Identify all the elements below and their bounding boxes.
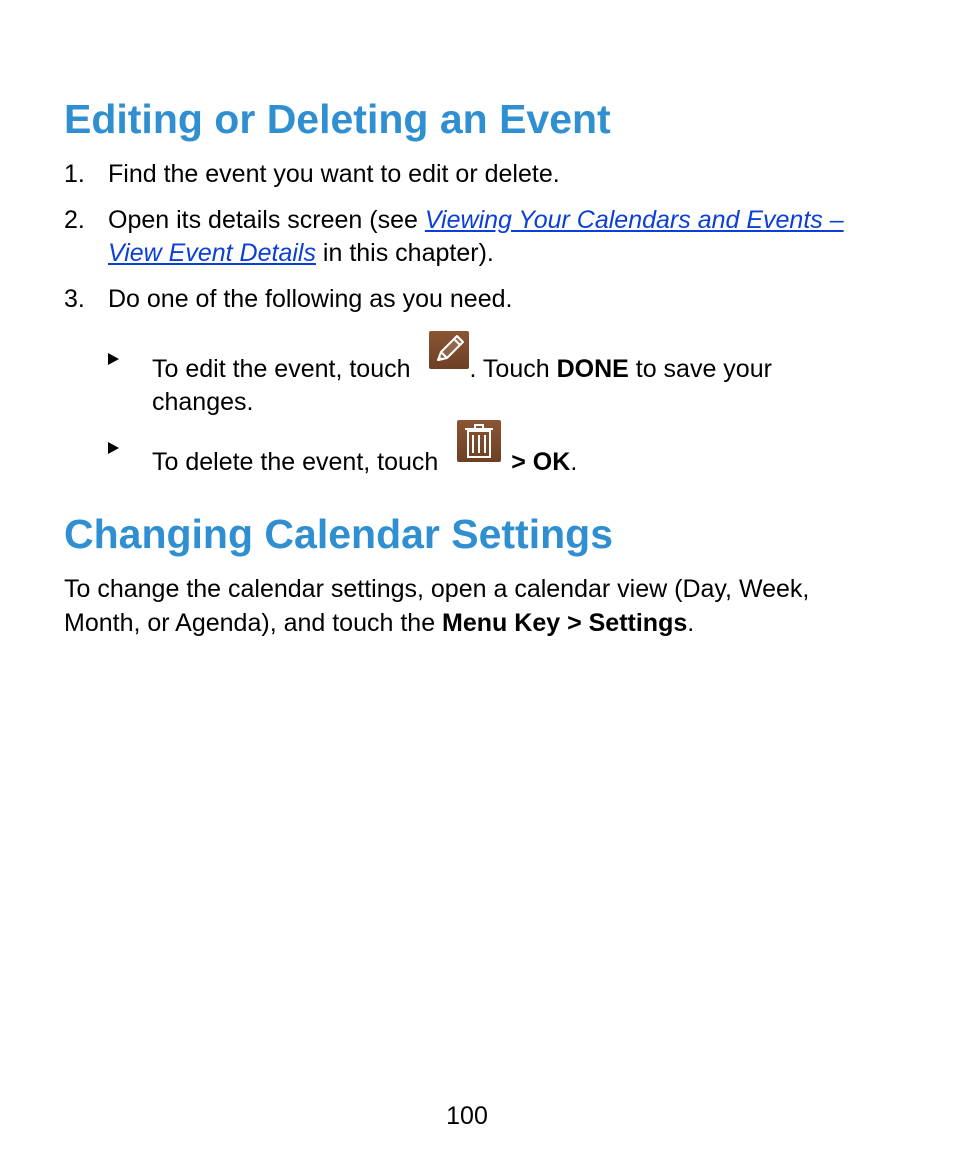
settings-text-after: .: [687, 609, 695, 637]
bullet-text-after: to save your changes.: [152, 355, 772, 416]
bullet-marker-icon: [108, 442, 119, 454]
ok-label: > OK: [511, 448, 571, 476]
bullet-edit-event: [108, 343, 868, 419]
done-label: DONE: [556, 355, 629, 383]
step-2: [64, 204, 884, 270]
menu-key-settings-label: Menu Key > Settings: [442, 609, 688, 637]
step-number: 2.: [64, 206, 85, 234]
step-number: 3.: [64, 285, 85, 313]
bullet-text: [152, 343, 868, 419]
step-text-before: Open its details screen (see: [108, 206, 425, 234]
trash-icon: [457, 420, 501, 462]
bullet-text-before: To delete the event, touch: [152, 448, 446, 476]
pencil-icon: [429, 331, 469, 369]
heading-changing-calendar-settings: Changing Calendar Settings: [64, 511, 613, 557]
step-text: [108, 204, 884, 270]
step-3: [64, 283, 884, 316]
bullet-text-after: .: [570, 448, 578, 476]
step-text: Do one of the following as you need.: [108, 285, 513, 313]
bullet-text-before: To edit the event, touch: [152, 355, 418, 383]
page-number: 100: [446, 1102, 488, 1130]
heading-editing-deleting-event: Editing or Deleting an Event: [64, 96, 611, 142]
bullet-marker-icon: [108, 353, 119, 365]
step-text-after: in this chapter).: [315, 239, 494, 267]
step-1: [64, 158, 884, 191]
bullet-text-middle: . Touch: [469, 355, 557, 383]
step-number: 1.: [64, 160, 85, 188]
step-text: Find the event you want to edit or delete.: [108, 160, 560, 188]
bullet-text: [152, 432, 868, 479]
bullet-delete-event: [108, 432, 868, 479]
settings-paragraph: [64, 572, 864, 640]
view-event-details-link[interactable]: Viewing Your Calendars and Events – View Event Details: [108, 206, 844, 267]
settings-text-before: To change the calendar settings, open a calendar view (Day, Week, Month, or Agenda), and touch the: [64, 575, 810, 637]
